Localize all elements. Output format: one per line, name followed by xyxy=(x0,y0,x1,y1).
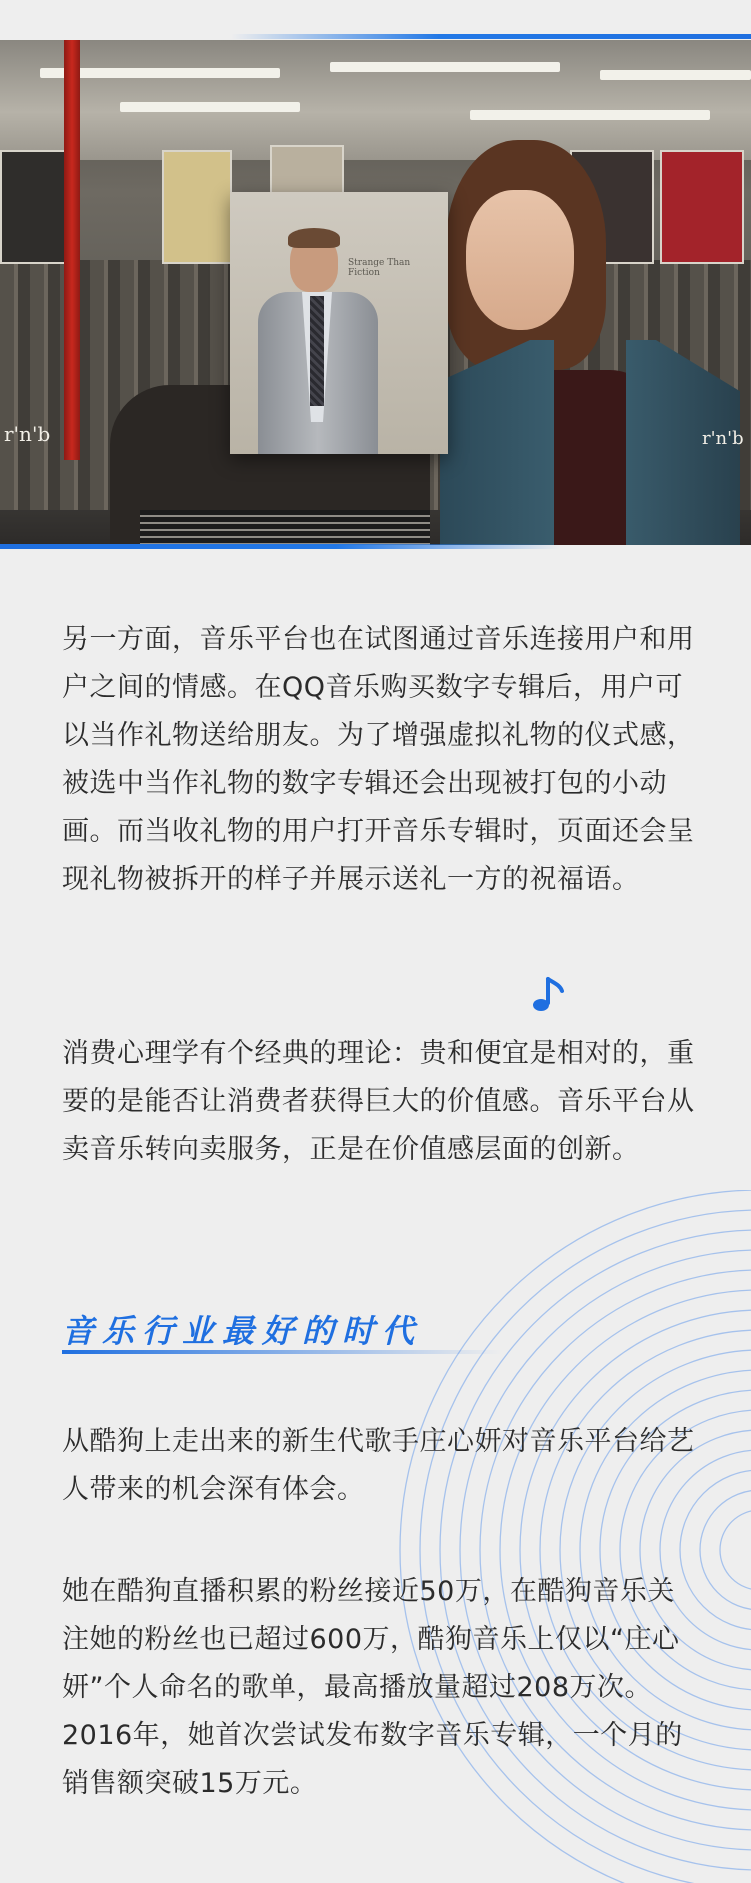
wall-poster xyxy=(0,150,66,264)
album-figure-tie xyxy=(310,296,324,406)
section-title-underline xyxy=(62,1350,502,1354)
ceiling-light xyxy=(600,70,751,80)
top-band xyxy=(0,0,751,37)
paragraph-singer-intro: 从酷狗上走出来的新生代歌手庄心妍对音乐平台给艺人带来的机会深有体会。 xyxy=(62,1426,695,1505)
paragraph-singer-stats: 她在酷狗直播积累的粉丝接近50万，在酷狗音乐关注她的粉丝也已超过600万，酷狗音乐上仅以“庄心妍”个人命名的歌单，最高播放量超过208万次。2016年，她首次尝试发布数字音乐专辑，一个月的销售额突破15万元。 xyxy=(62,1576,683,1799)
record-stack xyxy=(140,510,430,545)
music-note-icon xyxy=(526,975,566,1017)
photo-accent-line xyxy=(0,544,560,549)
album-figure-hair xyxy=(288,228,340,248)
album-cover xyxy=(230,192,448,454)
woman-face xyxy=(466,190,574,330)
top-accent-line xyxy=(231,34,751,39)
paragraph-value-theory: 消费心理学有个经典的理论：贵和便宜是相对的，重要的是能否让消费者获得巨大的价值感。音乐平台从卖音乐转向卖服务，正是在价值感层面的创新。 xyxy=(62,1038,695,1165)
ceiling-light xyxy=(470,110,710,120)
red-pole xyxy=(64,40,80,460)
header-photo xyxy=(0,40,751,545)
section-title: 音乐行业最好的时代 xyxy=(62,1312,423,1350)
album-title: Strange Than Fiction xyxy=(348,258,411,278)
shop-sign-left: r'n'b xyxy=(4,422,51,446)
paragraph-gift-feature: 另一方面，音乐平台也在试图通过音乐连接用户和用户之间的情感。在QQ音乐购买数字专辑后，用户可以当作礼物送给朋友。为了增强虚拟礼物的仪式感，被选中当作礼物的数字专辑还会出现被打包的小动画。而当收礼物的用户打开音乐专辑时，页面还会呈现礼物被拆开的样子并展示送礼一方的祝福语。 xyxy=(62,624,695,895)
wall-poster xyxy=(162,150,232,264)
shop-sign-right: r'n'b xyxy=(702,428,744,449)
wall-poster xyxy=(660,150,744,264)
ceiling-light xyxy=(120,102,300,112)
photo-ceiling xyxy=(0,40,751,160)
ceiling-light xyxy=(330,62,560,72)
